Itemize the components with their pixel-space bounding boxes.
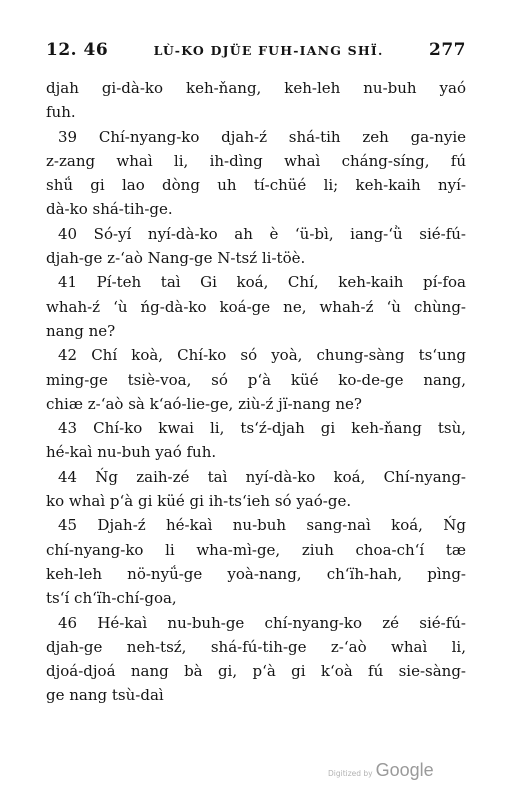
verse-start-line: 41 Pí-teh taì Gi koá, Chí, keh-kaih pí-foa xyxy=(58,273,466,292)
text-line: djoá-djoá nang bà gi, pʻà gi kʻoà fú sie-sàng- xyxy=(46,662,466,681)
verse-start-line: 43 Chí-ko kwai li, tsʻź-djah gi keh-ňang tsù, xyxy=(58,419,466,438)
verse-start-line: 42 Chí koà, Chí-ko só yoà, chung-sàng tsʻung xyxy=(58,346,466,365)
verse-start-line: 45 Djah-ź hé-kaì nu-buh sang-naì koá, Ńg xyxy=(58,516,466,535)
text-line: djah gi-dà-ko keh-ňang, keh-leh nu-buh yaó xyxy=(46,79,466,97)
text-line: tsʻí chʻïh-chí-goa, xyxy=(46,589,177,608)
google-logo-text: Google xyxy=(375,760,434,780)
text-line: hé-kaì nu-buh yaó fuh. xyxy=(46,443,217,462)
text-line: ming-ge tsiè-voa, só pʻà küé ko-de-ge nang, xyxy=(46,370,466,389)
text-line: djah-ge neh-tsź, shá-fú-tih-ge z-ʻaò whaì li, xyxy=(46,637,466,656)
chapter-verse-reference: 12. 46 xyxy=(46,40,109,60)
text-line: fuh. xyxy=(46,103,76,122)
text-line: ko whaì pʻà gi küé gi ih-tsʻieh só yaó-ge. xyxy=(46,492,352,511)
verse-start-line: 40 Só-yí nyí-dà-ko ah è ʻü-bì, iang-ʻǜ sié-fú- xyxy=(58,224,466,243)
verse-start-line: 46 Hé-kaì nu-buh-ge chí-nyang-ko zé sié-fú- xyxy=(58,613,466,632)
text-line: nang ne? xyxy=(46,321,116,340)
text-line: whah-ź ʻù ńg-dà-ko koá-ge ne, whah-ź ʻù chùng- xyxy=(46,297,466,316)
text-line: chiæ z-ʻaò sà kʻaó-lie-ge, ziù-ź jï-nang ne? xyxy=(46,394,362,413)
text-line: chí-nyang-ko li wha-mì-ge, ziuh choa-chʻí tæ xyxy=(46,540,466,559)
verse-start-line: 44 Ńg zaih-zé taì nyí-dà-ko koá, Chí-nyang- xyxy=(58,467,466,486)
page-number: 277 xyxy=(428,40,466,60)
text-line: djah-ge z-ʻaò Nang-ge N-tsź li-töè. xyxy=(46,249,306,268)
text-line: shǘ gi lao dòng uh tí-chüé li; keh-kaih nyí- xyxy=(46,176,466,195)
digitized-by-text: Digitized by xyxy=(328,769,373,778)
text-body xyxy=(46,76,466,708)
running-header xyxy=(46,40,466,76)
text-line: z-zang whaì li, ih-dìng whaì cháng-síng, fú xyxy=(46,151,466,170)
text-line: dà-ko shá-tih-ge. xyxy=(46,200,173,219)
book-page xyxy=(46,40,466,708)
running-title: LÙ-KO DJÜE FUH-IANG SHÏ. xyxy=(153,43,384,58)
text-line: ge nang tsù-daì xyxy=(46,686,164,705)
verse-start-line: 39 Chí-nyang-ko djah-ź shá-tih zeh ga-nyie xyxy=(58,127,466,146)
digitization-watermark xyxy=(328,760,434,781)
text-line: keh-leh nö-nyǘ-ge yoà-nang, chʻïh-hah, pìng- xyxy=(46,564,466,583)
